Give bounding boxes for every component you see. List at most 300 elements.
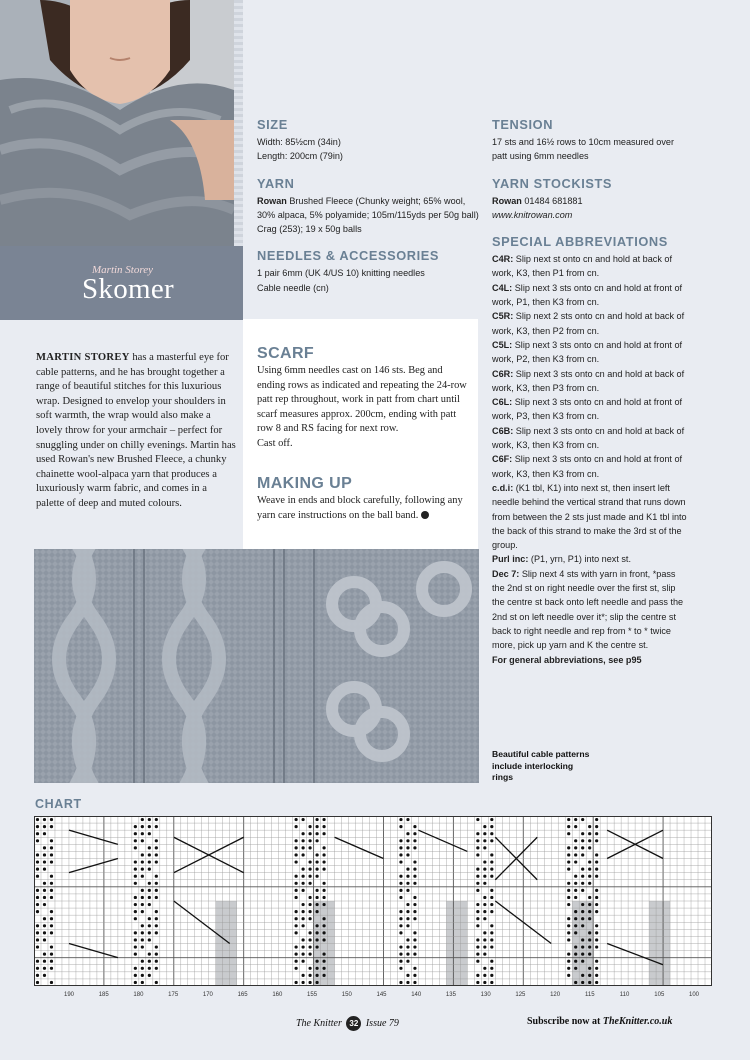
chart-purl-dot	[134, 860, 137, 863]
chart-purl-dot	[476, 945, 479, 948]
chart-purl-dot	[322, 868, 325, 871]
subscribe-link[interactable]: TheKnitter.co.uk	[602, 1016, 673, 1027]
chart-stitch-number: 140	[411, 992, 422, 998]
chart-purl-dot	[302, 889, 305, 892]
abbreviation-term: C6R:	[492, 368, 514, 379]
chart-purl-dot	[581, 853, 584, 856]
chart-purl-dot	[322, 960, 325, 963]
chart-purl-dot	[483, 875, 486, 878]
chart-purl-dot	[155, 853, 158, 856]
chart-purl-dot	[476, 889, 479, 892]
chart-purl-dot	[490, 924, 493, 927]
chart-purl-dot	[43, 931, 46, 934]
stockists-line	[492, 194, 687, 208]
chart-purl-dot	[148, 860, 151, 863]
chart-purl-dot	[295, 875, 298, 878]
chart-purl-dot	[148, 960, 151, 963]
chart-purl-dot	[413, 981, 416, 984]
chart-purl-dot	[141, 938, 144, 941]
chart-purl-dot	[315, 931, 318, 934]
chart-purl-dot	[155, 896, 158, 899]
chart-purl-dot	[155, 860, 158, 863]
chart-purl-dot	[595, 967, 598, 970]
chart-purl-dot	[595, 868, 598, 871]
chart-purl-dot	[483, 868, 486, 871]
chart-purl-dot	[36, 938, 39, 941]
chart-purl-dot	[406, 945, 409, 948]
chart-purl-dot	[148, 931, 151, 934]
footer-issue	[296, 1016, 399, 1031]
chart-purl-dot	[302, 903, 305, 906]
chart-purl-dot	[581, 839, 584, 842]
specs-column	[257, 117, 482, 307]
chart-purl-dot	[483, 981, 486, 984]
chart-purl-dot	[308, 938, 311, 941]
chart-purl-dot	[315, 924, 318, 927]
chart-purl-dot	[581, 974, 584, 977]
chart-purl-dot	[490, 974, 493, 977]
chart-purl-dot	[308, 974, 311, 977]
chart-purl-dot	[595, 896, 598, 899]
chart-purl-dot	[322, 896, 325, 899]
footer-subscribe	[527, 1016, 672, 1027]
chart-purl-dot	[413, 825, 416, 828]
chart-purl-dot	[476, 882, 479, 885]
size-length: Length: 200cm (79in)	[257, 151, 343, 162]
chart-purl-dot	[50, 910, 53, 913]
chart-purl-dot	[574, 917, 577, 920]
chart-purl-dot	[155, 917, 158, 920]
stockists-heading: YARN STOCKISTS	[492, 175, 613, 191]
chart-purl-dot	[155, 910, 158, 913]
chart-purl-dot	[308, 825, 311, 828]
chart-stitch-number: 160	[272, 992, 283, 998]
chart-purl-dot	[595, 875, 598, 878]
chart-purl-dot	[588, 882, 591, 885]
chart-stitch-number: 175	[168, 992, 179, 998]
chart-purl-dot	[581, 846, 584, 849]
chart-purl-dot	[50, 924, 53, 927]
chart-purl-dot	[302, 981, 305, 984]
abbreviation-term: C6F:	[492, 454, 513, 465]
chart-purl-dot	[36, 896, 39, 899]
info-column	[492, 117, 687, 679]
chart-purl-dot	[581, 910, 584, 913]
chart-purl-dot	[406, 953, 409, 956]
chart-stitch-number: 190	[63, 992, 75, 998]
chart-purl-dot	[43, 889, 46, 892]
chart-purl-dot	[134, 882, 137, 885]
chart-purl-dot	[43, 882, 46, 885]
chart-purl-dot	[567, 917, 570, 920]
chart-purl-dot	[574, 825, 577, 828]
chart-purl-dot	[588, 945, 591, 948]
abbreviations-list	[492, 252, 687, 652]
chart-purl-dot	[399, 960, 402, 963]
pattern-title: Skomer	[82, 273, 175, 305]
chart-purl-dot	[50, 896, 53, 899]
subscribe-text: Subscribe now at	[527, 1016, 601, 1027]
chart-purl-dot	[476, 974, 479, 977]
abbreviation-item	[492, 367, 687, 396]
chart-purl-dot	[155, 882, 158, 885]
chart-purl-dot	[148, 953, 151, 956]
chart-purl-dot	[141, 818, 144, 821]
chart-purl-dot	[581, 818, 584, 821]
chart-purl-dot	[574, 889, 577, 892]
chart-purl-dot	[141, 981, 144, 984]
chart-purl-dot	[315, 974, 318, 977]
chart-purl-dot	[50, 981, 53, 984]
chart-purl-dot	[295, 825, 298, 828]
chart-purl-dot	[50, 839, 53, 842]
chart-purl-dot	[141, 825, 144, 828]
chart-purl-dot	[302, 868, 305, 871]
author-name: Martin Storey	[92, 264, 153, 276]
chart-purl-dot	[413, 917, 416, 920]
chart-purl-dot	[43, 818, 46, 821]
abbreviation-term: C6B:	[492, 425, 514, 436]
yarn-section	[257, 176, 482, 237]
chart-purl-dot	[50, 967, 53, 970]
chart-purl-dot	[588, 868, 591, 871]
chart-purl-dot	[295, 931, 298, 934]
chart-purl-dot	[567, 860, 570, 863]
chart-purl-dot	[413, 945, 416, 948]
chart-purl-dot	[588, 896, 591, 899]
chart-purl-dot	[574, 931, 577, 934]
chart-purl-dot	[595, 839, 598, 842]
chart-purl-dot	[595, 889, 598, 892]
chart-purl-dot	[148, 868, 151, 871]
chart-purl-dot	[399, 853, 402, 856]
chart-purl-dot	[406, 853, 409, 856]
chart-purl-dot	[295, 981, 298, 984]
chart-purl-dot	[574, 853, 577, 856]
chart-purl-dot	[134, 938, 137, 941]
chart-purl-dot	[302, 910, 305, 913]
size-section	[257, 117, 482, 164]
chart-purl-dot	[43, 853, 46, 856]
knitting-chart	[34, 816, 712, 986]
scarf-text: Using 6mm needles cast on 146 sts. Beg and ending rows as indicated and repeating the 24-row patt rep throughout, work in patt from chart until scarf measures approx. 200cm, ending with patt row 8 and RS facing for next row.	[257, 365, 467, 435]
knitting-texture-illustration	[34, 549, 479, 783]
chart-purl-dot	[141, 931, 144, 934]
chart-purl-dot	[50, 882, 53, 885]
chart-purl-dot	[588, 931, 591, 934]
chart-purl-dot	[43, 917, 46, 920]
chart-purl-dot	[308, 860, 311, 863]
chart-purl-dot	[567, 931, 570, 934]
chart-purl-dot	[406, 839, 409, 842]
chart-purl-dot	[141, 875, 144, 878]
chart-stitch-number: 120	[550, 992, 561, 998]
chart-stitch-number: 155	[307, 992, 318, 998]
chart-purl-dot	[406, 924, 409, 927]
makingup-instructions	[257, 494, 471, 523]
chart-purl-dot	[490, 938, 493, 941]
chart-purl-dot	[302, 846, 305, 849]
abbreviation-term: C5L:	[492, 339, 513, 350]
chart-purl-dot	[483, 910, 486, 913]
chart-purl-dot	[588, 974, 591, 977]
chart-purl-dot	[574, 981, 577, 984]
chart-purl-dot	[399, 981, 402, 984]
chart-purl-dot	[413, 882, 416, 885]
chart-purl-dot	[36, 868, 39, 871]
chart-purl-dot	[399, 910, 402, 913]
chart-purl-dot	[476, 917, 479, 920]
chart-purl-dot	[588, 910, 591, 913]
chart-purl-dot	[413, 903, 416, 906]
chart-stitch-number: 165	[237, 992, 248, 998]
chart-purl-dot	[50, 846, 53, 849]
chart-purl-dot	[302, 974, 305, 977]
chart-purl-dot	[595, 910, 598, 913]
chart-purl-dot	[588, 953, 591, 956]
chart-purl-dot	[315, 818, 318, 821]
size-width: Width: 85½cm (34in)	[257, 137, 341, 147]
chart-purl-dot	[413, 832, 416, 835]
chart-purl-dot	[308, 832, 311, 835]
chart-purl-dot	[567, 938, 570, 941]
chart-purl-dot	[490, 889, 493, 892]
chart-stitch-number: 170	[202, 992, 213, 998]
chart-purl-dot	[315, 868, 318, 871]
chart-purl-dot	[43, 868, 46, 871]
chart-purl-dot	[567, 882, 570, 885]
chart-purl-dot	[574, 839, 577, 842]
chart-purl-dot	[134, 974, 137, 977]
chart-purl-dot	[588, 860, 591, 863]
chart-purl-dot	[141, 889, 144, 892]
chart-purl-dot	[490, 903, 493, 906]
chart-purl-dot	[308, 910, 311, 913]
page-number: 32	[346, 1016, 361, 1031]
chart-purl-dot	[36, 889, 39, 892]
chart-purl-dot	[302, 839, 305, 842]
general-abbreviations-note: For general abbreviations, see p95	[492, 654, 642, 665]
chart-purl-dot	[413, 860, 416, 863]
chart-purl-dot	[483, 938, 486, 941]
chart-purl-dot	[406, 889, 409, 892]
chart-purl-dot	[50, 953, 53, 956]
chart-purl-dot	[413, 839, 416, 842]
chart-purl-dot	[295, 818, 298, 821]
abbreviations-heading: SPECIAL ABBREVIATIONS	[492, 234, 668, 250]
chart-purl-dot	[315, 903, 318, 906]
abbreviation-definition: Slip next 3 sts onto cn and hold at back of work, K3, then K3 from cn.	[492, 425, 685, 451]
chart-purl-dot	[155, 846, 158, 849]
chart-purl-dot	[50, 875, 53, 878]
chart-purl-dot	[399, 860, 402, 863]
chart-purl-dot	[141, 924, 144, 927]
chart-stitch-number: 115	[585, 992, 595, 998]
chart-stitch-number: 185	[98, 992, 109, 998]
chart-purl-dot	[588, 981, 591, 984]
chart-purl-dot	[50, 917, 53, 920]
chart-stitch-number: 150	[341, 992, 352, 998]
chart-purl-dot	[295, 853, 298, 856]
abbreviation-definition: (P1, yrn, P1) into next st.	[528, 554, 631, 565]
chart-purl-dot	[490, 868, 493, 871]
chart-purl-dot	[581, 945, 584, 948]
instructions-box	[243, 319, 478, 549]
chart-purl-dot	[134, 903, 137, 906]
chart-purl-dot	[406, 846, 409, 849]
chart-purl-dot	[588, 825, 591, 828]
abbreviation-item	[492, 552, 687, 566]
chart-purl-dot	[595, 818, 598, 821]
abbreviation-definition: (K1 tbl, K1) into next st, then insert left needle behind the vertical strand that runs down from between the 2 sts just made and K1 tbl into the back of this strand to make the 3rd st of the group.	[492, 482, 687, 551]
chart-purl-dot	[134, 825, 137, 828]
chart-purl-dot	[134, 981, 137, 984]
abbreviation-term: C4L:	[492, 282, 513, 293]
chart-purl-dot	[43, 967, 46, 970]
chart-purl-dot	[413, 910, 416, 913]
chart-purl-dot	[322, 917, 325, 920]
chart-purl-dot	[490, 825, 493, 828]
chart-purl-dot	[322, 938, 325, 941]
chart-purl-dot	[483, 931, 486, 934]
chart-purl-dot	[399, 924, 402, 927]
chart-purl-dot	[567, 832, 570, 835]
chart-stitch-number: 110	[619, 992, 630, 998]
chart-purl-dot	[295, 953, 298, 956]
abbreviation-item	[492, 338, 687, 367]
chart-purl-dot	[36, 910, 39, 913]
chart-purl-dot	[490, 818, 493, 821]
chart-purl-dot	[588, 917, 591, 920]
chart-purl-dot	[406, 960, 409, 963]
chart-purl-dot	[43, 832, 46, 835]
chart-purl-dot	[399, 882, 402, 885]
stockists-section	[492, 176, 687, 223]
chart-purl-dot	[322, 818, 325, 821]
chart-purl-dot	[483, 974, 486, 977]
chart-purl-dot	[308, 967, 311, 970]
chart-purl-dot	[315, 889, 318, 892]
chart-stitch-number: 105	[654, 992, 665, 998]
chart-purl-dot	[406, 875, 409, 878]
chart-purl-dot	[43, 846, 46, 849]
chart-purl-dot	[567, 853, 570, 856]
tension-text: 17 sts and 16½ rows to 10cm measured over patt using 6mm needles	[492, 137, 674, 162]
chart-purl-dot	[483, 832, 486, 835]
chart-purl-dot	[567, 868, 570, 871]
abbreviation-item	[492, 309, 687, 338]
abbreviation-item	[492, 395, 687, 424]
chart-purl-dot	[315, 825, 318, 828]
chart-purl-dot	[581, 938, 584, 941]
chart-purl-dot	[399, 875, 402, 878]
chart-purl-dot	[595, 931, 598, 934]
chart-purl-dot	[302, 917, 305, 920]
chart-purl-dot	[476, 981, 479, 984]
needles-section	[257, 248, 482, 295]
yarn-colour: Crag (253); 19 x 50g balls	[257, 224, 362, 235]
chart-purl-dot	[295, 945, 298, 948]
chart-purl-dot	[141, 903, 144, 906]
chart-purl-dot	[581, 953, 584, 956]
chart-purl-dot	[302, 938, 305, 941]
chart-purl-dot	[141, 910, 144, 913]
chart-purl-dot	[322, 860, 325, 863]
needles-heading: NEEDLES & ACCESSORIES	[257, 248, 440, 264]
chart-purl-dot	[483, 825, 486, 828]
knitting-closeup-photo	[34, 549, 479, 783]
chart-purl-dot	[322, 853, 325, 856]
chart-purl-dot	[148, 924, 151, 927]
chart-purl-dot	[50, 931, 53, 934]
chart-purl-dot	[595, 853, 598, 856]
chart-purl-dot	[574, 953, 577, 956]
chart-purl-dot	[308, 945, 311, 948]
chart-purl-dot	[406, 818, 409, 821]
chart-purl-dot	[322, 889, 325, 892]
chart-purl-dot	[134, 967, 137, 970]
chart-purl-dot	[36, 931, 39, 934]
issue-number: Issue 79	[365, 1017, 399, 1029]
chart-purl-dot	[295, 967, 298, 970]
stockists-web[interactable]: www.knitrowan.com	[492, 209, 573, 220]
chart-purl-dot	[476, 924, 479, 927]
chart-purl-dot	[155, 967, 158, 970]
chart-purl-dot	[406, 981, 409, 984]
chart-purl-dot	[148, 917, 151, 920]
chart-purl-dot	[595, 974, 598, 977]
chart-purl-dot	[141, 967, 144, 970]
chart-purl-dot	[43, 974, 46, 977]
chart-purl-dot	[413, 953, 416, 956]
chart-heading: CHART	[35, 797, 82, 811]
chart-purl-dot	[581, 903, 584, 906]
chart-purl-dot	[399, 839, 402, 842]
chart-purl-dot	[574, 882, 577, 885]
scarf-castoff: Cast off.	[257, 437, 293, 449]
chart-purl-dot	[490, 960, 493, 963]
chart-purl-dot	[155, 818, 158, 821]
chart-purl-dot	[322, 825, 325, 828]
chart-purl-dot	[588, 903, 591, 906]
chart-purl-dot	[574, 846, 577, 849]
chart-purl-dot	[315, 967, 318, 970]
chart-purl-dot	[315, 896, 318, 899]
chart-purl-dot	[490, 931, 493, 934]
chart-purl-dot	[322, 953, 325, 956]
chart-purl-dot	[588, 875, 591, 878]
chart-purl-dot	[490, 910, 493, 913]
chart-purl-dot	[483, 896, 486, 899]
chart-purl-dot	[588, 846, 591, 849]
chart-purl-dot	[476, 818, 479, 821]
chart-purl-dot	[490, 945, 493, 948]
chart-purl-dot	[295, 960, 298, 963]
chart-purl-dot	[574, 960, 577, 963]
chart-purl-dot	[399, 917, 402, 920]
chart-purl-dot	[134, 917, 137, 920]
chart-purl-dot	[483, 839, 486, 842]
chart-purl-dot	[595, 903, 598, 906]
chart-purl-dot	[399, 953, 402, 956]
abbreviation-item	[492, 424, 687, 453]
chart-purl-dot	[148, 825, 151, 828]
chart-purl-dot	[134, 945, 137, 948]
chart-purl-dot	[399, 825, 402, 828]
title-block	[0, 246, 243, 320]
chart-purl-dot	[295, 896, 298, 899]
chart-purl-dot	[567, 960, 570, 963]
